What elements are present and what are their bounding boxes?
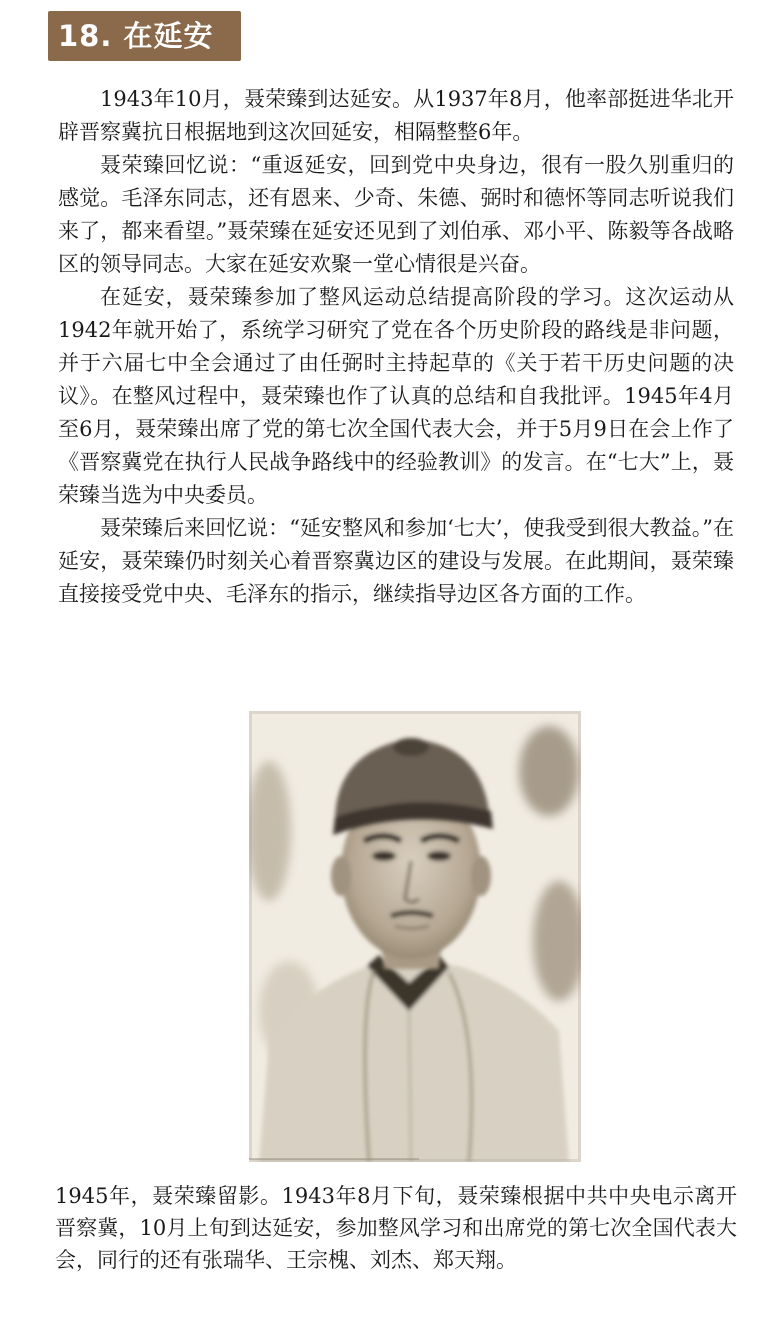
section-title-badge	[48, 11, 241, 61]
article-paragraph-1: 1943年10月，聂荣臻到达延安。从1937年8月，他率部挺进华北开辟晋察冀抗日根据地到这次回延安，相隔整整6年。	[58, 87, 734, 144]
portrait-illustration	[249, 711, 581, 1162]
article-paragraph-2: 聂荣臻回忆说：“重返延安，回到党中央身边，很有一股久别重归的感觉。毛泽东同志，还有恩来、少奇、朱德、弼时和德怀等同志听说我们来了，都来看望。”聂荣臻在延安还见到了刘伯承、邓小平、陈毅等各战略区的领导同志。大家在延安欢聚一堂心情很是兴奋。	[58, 153, 734, 276]
article-paragraph-4: 聂荣臻后来回忆说：“延安整风和参加‘七大’，使我受到很大教益。”在延安，聂荣臻仍时刻关心着晋察冀边区的建设与发展。在此期间，聂荣臻直接接受党中央、毛泽东的指示，继续指导边区各方面的工作。	[58, 516, 734, 606]
article-body	[58, 83, 734, 611]
photo-caption: 1945年，聂荣臻留影。1943年8月下旬，聂荣臻根据中共中央电示离开晋察冀，10月上旬到达延安，参加整风学习和出席党的第七次全国代表大会，同行的还有张瑞华、王宗槐、刘杰、郑天翔。	[55, 1184, 737, 1272]
section-title: 18. 在延安	[58, 19, 214, 53]
article-paragraph-3: 在延安，聂荣臻参加了整风运动总结提高阶段的学习。这次运动从1942年就开始了，系统学习研究了党在各个历史阶段的路线是非问题，并于六届七中全会通过了由任弼时主持起草的《关于若干历史问题的决议》。在整风过程中，聂荣臻也作了认真的总结和自我批评。1945年4月至6月，聂荣臻出席了党的第七次全国代表大会，并于5月9日在会上作了《晋察冀党在执行人民战争路线中的经验教训》的发言。在“七大”上，聂荣臻当选为中央委员。	[58, 285, 734, 507]
historical-photo	[249, 711, 581, 1162]
